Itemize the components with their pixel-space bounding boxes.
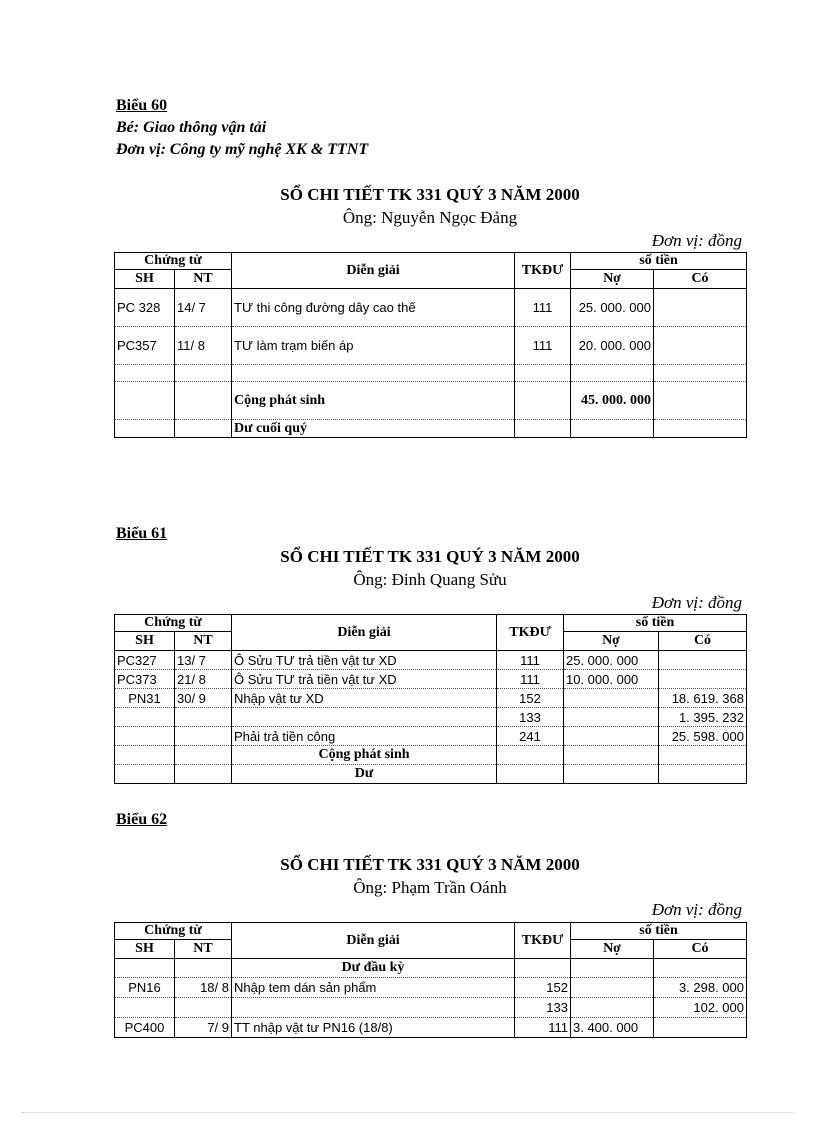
cell-dien-giai: Nhập tem dán sản phẩm [232,978,515,998]
cell-nt: 13/ 7 [175,651,232,670]
total-row [115,382,747,420]
table-row [115,978,747,998]
cell-sh: PC327 [115,651,175,670]
bieu-61-title: SỔ CHI TIẾT TK 331 QUÝ 3 NĂM 2000 [280,547,580,566]
opening-balance-row [115,959,747,978]
cell-dien-giai [232,708,497,727]
bieu-62-title: SỔ CHI TIẾT TK 331 QUÝ 3 NĂM 2000 [280,855,580,874]
cell-no: 25. 000. 000 [564,651,659,670]
header-nt: NT [175,940,232,959]
header-no: Nợ [571,940,654,959]
cell-no [564,689,659,708]
cell-nt [175,708,232,727]
page-bottom-divider [22,1112,794,1113]
bieu-61-label: Biểu 61 [116,525,168,542]
cell-co [659,670,747,689]
total-row [115,746,747,765]
ministry-text: Bé: Giao thông vận tải [116,119,267,136]
bieu-61-currency-unit: Đơn vị: đồng [651,593,742,612]
cell-sh: PN16 [115,978,175,998]
bieu-60-title: SỔ CHI TIẾT TK 331 QUÝ 3 NĂM 2000 [280,185,580,204]
cell-tkdu: 111 [497,651,564,670]
cell-dien-giai: TƯ thi công đường dây cao thế [232,289,515,327]
cell-dien-giai: Phải trả tiền công [232,727,497,746]
cell-sh: PC357 [115,327,175,365]
header-sh: SH [115,940,175,959]
cell-sh: PC400 [115,1018,175,1038]
cell-nt: 21/ 8 [175,670,232,689]
header-co: Có [659,632,747,651]
cell-no: 20. 000. 000 [571,327,654,365]
header-so-tien: số tiền [571,253,747,270]
cell-tkdu: 152 [515,978,571,998]
cell-dien-giai: Ô Sửu TƯ trả tiền vật tư XD [232,651,497,670]
bieu-62-currency-unit: Đơn vị: đồng [651,900,742,919]
cell-co: 3. 298. 000 [654,978,747,998]
cell-nt [175,727,232,746]
cell-nt: 11/ 8 [175,327,232,365]
cell-sh [115,708,175,727]
header-chung-tu: Chứng từ [115,615,232,632]
header-so-tien: số tiền [571,923,747,940]
cell-co [659,651,747,670]
bieu-60-table [114,252,747,438]
du-cuoi-quy-label: Dư cuối quý [232,420,515,438]
cell-sh: PN31 [115,689,175,708]
cell-nt [175,998,232,1018]
bieu-61-table [114,614,747,784]
cell-no [571,978,654,998]
cell-tkdu: 133 [497,708,564,727]
bieu-62-label: Biểu 62 [116,811,168,828]
table-row [115,689,747,708]
cell-nt: 30/ 9 [175,689,232,708]
cell-dien-giai: TT nhập vật tư PN16 (18/8) [232,1018,515,1038]
cell-nt: 7/ 9 [175,1018,232,1038]
cell-co: 102. 000 [654,998,747,1018]
cell-co [654,327,747,365]
header-tkdu: TKĐƯ [497,615,564,651]
cell-no [571,998,654,1018]
cell-tkdu: 111 [515,327,571,365]
cell-tkdu: 111 [515,1018,571,1038]
cell-tkdu: 133 [515,998,571,1018]
cell-tkdu: 152 [497,689,564,708]
organization-text: Đơn vị: Công ty mỹ nghệ XK & TTNT [116,141,369,158]
cell-co [654,289,747,327]
table-row [115,727,747,746]
header-co: Có [654,940,747,959]
bieu-60-subtitle: Ông: Nguyễn Ngọc Đảng [342,208,518,227]
table-row [115,998,747,1018]
bieu-62-subtitle: Ông: Phạm Trần Oánh [353,878,507,897]
balance-row [115,420,747,438]
cell-no: 25. 000. 000 [571,289,654,327]
empty-row [115,365,747,382]
cell-nt: 18/ 8 [175,978,232,998]
bieu-61-subtitle: Ông: Đinh Quang Sửu [353,570,507,589]
cell-sh [115,998,175,1018]
du-label: Dư [232,765,497,784]
cell-no [564,708,659,727]
header-nt: NT [175,270,232,289]
header-dien-giai: Diễn giải [232,923,515,959]
cell-dien-giai: TƯ làm trạm biến áp [232,327,515,365]
du-dau-ky-label: Dư đầu kỳ [232,959,515,978]
balance-row [115,765,747,784]
bieu-62-table [114,922,747,1038]
table-row [115,670,747,689]
bieu-60-label: Biểu 60 [116,97,168,114]
header-sh: SH [115,632,175,651]
cell-co: 18. 619. 368 [659,689,747,708]
cell-co: 1. 395. 232 [659,708,747,727]
cell-tkdu: 111 [497,670,564,689]
cong-phat-sinh-label: Cộng phát sinh [232,382,515,420]
cong-phat-sinh-no: 45. 000. 000 [571,382,654,420]
cell-tkdu: 241 [497,727,564,746]
cell-sh: PC 328 [115,289,175,327]
header-no: Nợ [564,632,659,651]
header-nt: NT [175,632,232,651]
cell-sh: PC373 [115,670,175,689]
table-row [115,289,747,327]
header-tkdu: TKĐƯ [515,923,571,959]
header-dien-giai: Diễn giải [232,253,515,289]
cell-no: 10. 000. 000 [564,670,659,689]
cell-sh [115,727,175,746]
header-sh: SH [115,270,175,289]
table-row [115,651,747,670]
cong-phat-sinh-label: Cộng phát sinh [232,746,497,765]
header-tkdu: TKĐƯ [515,253,571,289]
cell-no [564,727,659,746]
cell-dien-giai: Nhập vật tư XD [232,689,497,708]
cell-dien-giai [232,998,515,1018]
header-co: Có [654,270,747,289]
cell-co [654,1018,747,1038]
header-dien-giai: Diễn giải [232,615,497,651]
header-no: Nợ [571,270,654,289]
cell-co: 25. 598. 000 [659,727,747,746]
header-chung-tu: Chứng từ [115,253,232,270]
table-row [115,708,747,727]
cell-tkdu: 111 [515,289,571,327]
header-so-tien: số tiền [564,615,747,632]
cell-no: 3. 400. 000 [571,1018,654,1038]
table-row [115,327,747,365]
bieu-60-currency-unit: Đơn vị: đồng [651,231,742,250]
cell-dien-giai: Ô Sửu TƯ trả tiền vật tư XD [232,670,497,689]
header-chung-tu: Chứng từ [115,923,232,940]
table-row [115,1018,747,1038]
cell-nt: 14/ 7 [175,289,232,327]
